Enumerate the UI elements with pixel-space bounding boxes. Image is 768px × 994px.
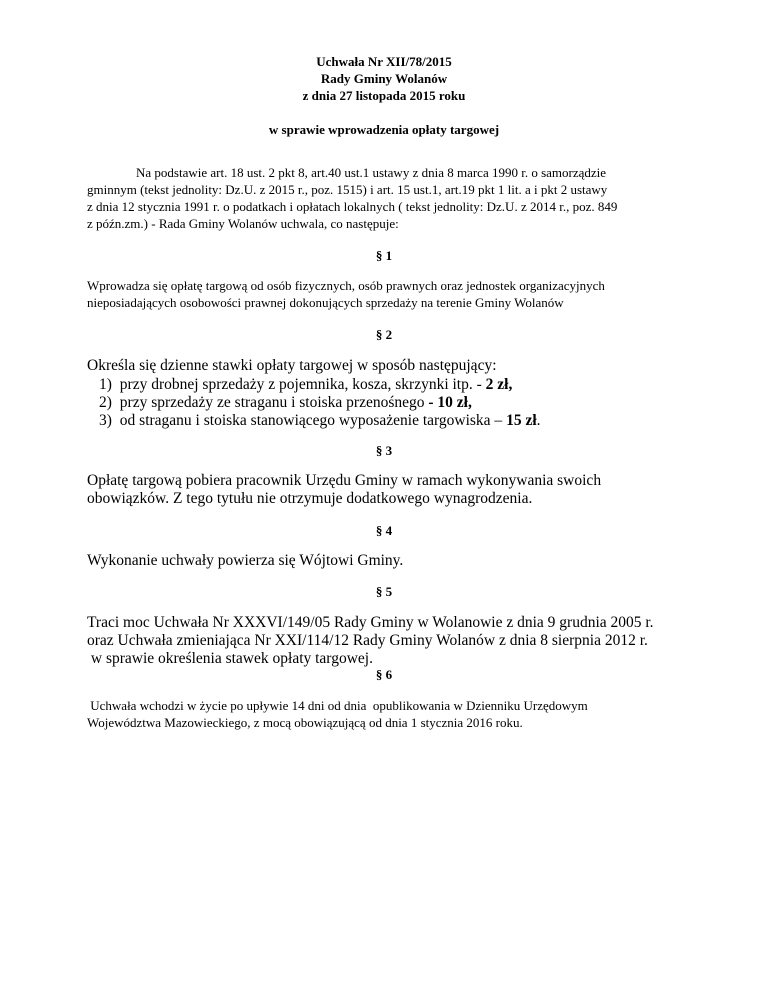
section-2-intro: Określa się dzienne stawki opłaty targowej w sposób następujący: — [87, 357, 497, 374]
rate-item — [99, 394, 472, 412]
rate-item-number: 3) — [99, 412, 112, 429]
preamble-line: gminnym (tekst jednolity: Dz.U. z 2015 r., poz. 1515) i art. 15 ust.1, art.19 pkt 1 lit. a i pkt 2 ustawy — [87, 182, 608, 197]
section-5-line: w sprawie określenia stawek opłaty targowej. — [87, 650, 373, 667]
section-6-line: Uchwała wchodzi w życie po upływie 14 dni od dnia opublikowania w Dzienniku Urzędowym — [87, 698, 588, 713]
section-3-title: § 3 — [375, 443, 393, 458]
rate-item-number: 1) — [99, 376, 112, 393]
preamble-line: Na podstawie art. 18 ust. 2 pkt 8, art.40 ust.1 ustawy z dnia 8 marca 1990 r. o samorządzie — [136, 165, 607, 180]
section-6-title: § 6 — [375, 667, 393, 682]
rate-item-number: 2) — [99, 394, 112, 411]
section-5-line: oraz Uchwała zmieniająca Nr XXI/114/12 Rady Gminy Wolanów z dnia 8 sierpnia 2012 r. — [87, 632, 648, 649]
section-2-title: § 2 — [375, 327, 393, 342]
preamble-line: z późn.zm.) - Rada Gminy Wolanów uchwala, co następuje: — [87, 216, 399, 231]
rate-item — [99, 412, 541, 430]
section-1-line: nieposiadających osobowości prawnej dokonujących sprzedaży na terenie Gminy Wolanów — [87, 295, 564, 310]
rate-item-suffix: . — [536, 412, 541, 429]
section-1-title: § 1 — [375, 248, 393, 263]
section-4-line: Wykonanie uchwały powierza się Wójtowi Gminy. — [87, 552, 404, 569]
section-6-line: Województwa Mazowieckiego, z mocą obowiązującą od dnia 1 stycznia 2016 roku. — [87, 715, 523, 730]
rate-item — [99, 376, 512, 394]
section-4-title: § 4 — [375, 523, 393, 538]
section-1-line: Wprowadza się opłatę targową od osób fizycznych, osób prawnych oraz jednostek organizacyjnych — [87, 278, 605, 293]
rate-item-amount: 2 zł, — [485, 376, 513, 393]
resolution-date: z dnia 27 listopada 2015 roku — [302, 88, 466, 103]
resolution-number: Uchwała Nr XII/78/2015 — [316, 54, 452, 69]
resolution-subject: w sprawie wprowadzenia opłaty targowej — [268, 122, 500, 137]
section-5-line: Traci moc Uchwała Nr XXXVI/149/05 Rady Gminy w Wolanowie z dnia 9 grudnia 2005 r. — [87, 614, 654, 631]
rate-item-text: od straganu i stoiska stanowiącego wyposażenie targowiska – — [119, 412, 507, 429]
rate-item-text: przy drobnej sprzedaży z pojemnika, kosza, skrzynki itp. - — [119, 376, 486, 393]
section-5-title: § 5 — [375, 584, 393, 599]
section-3-line: Opłatę targową pobiera pracownik Urzędu Gminy w ramach wykonywania swoich — [87, 472, 602, 489]
section-3-line: obowiązków. Z tego tytułu nie otrzymuje dodatkowego wynagrodzenia. — [87, 490, 533, 507]
rate-item-amount: - 10 zł, — [428, 394, 472, 411]
council-name: Rady Gminy Wolanów — [320, 71, 448, 86]
preamble-line: z dnia 12 stycznia 1991 r. o podatkach i opłatach lokalnych ( tekst jednolity: Dz.U. z 2014 r., poz. 849 — [87, 199, 618, 214]
rate-item-amount: 15 zł — [506, 412, 537, 429]
rate-item-text: przy sprzedaży ze straganu i stoiska przenośnego — [119, 394, 429, 411]
